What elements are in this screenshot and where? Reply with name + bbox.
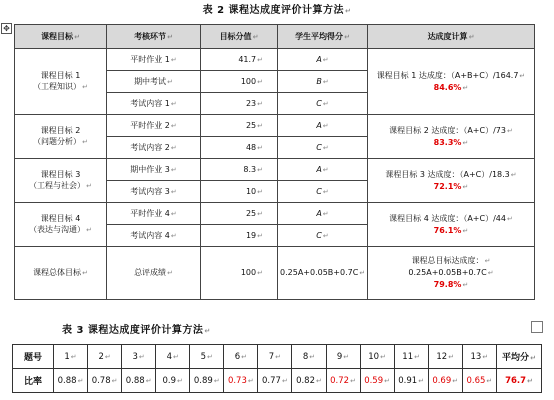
question-number: 8↵ (292, 345, 326, 369)
ratio-value: 0.73↵ (224, 369, 258, 393)
goal-2-item: 考试内容 2↵ (107, 137, 201, 159)
goal-1-formula: 课程目标 1 达成度：（A+B+C）/164.7↵ 84.6%↵ (368, 49, 535, 115)
goal-3-score: 10↵ (201, 181, 278, 203)
goal-3-name: 课程目标 3 （工程与社会）↵ (15, 159, 107, 203)
table-row (15, 115, 535, 137)
header-attainment-calc: 达成度计算↵ (368, 25, 535, 49)
question-number: 12↵ (428, 345, 462, 369)
ratio-value: 0.65↵ (462, 369, 496, 393)
ratio-value: 0.69↵ (428, 369, 462, 393)
question-number: 3↵ (122, 345, 156, 369)
goal-2-name: 课程目标 2 （问题分析）↵ (15, 115, 107, 159)
ratio-value: 0.72↵ (326, 369, 360, 393)
avg-value: 76.7↵ (497, 369, 542, 393)
goal-1-item: 考试内容 1↵ (107, 93, 201, 115)
goal-4-avg: C↵ (278, 225, 368, 247)
ratio-value: 0.78↵ (88, 369, 122, 393)
ratio-value: 0.82↵ (292, 369, 326, 393)
table-row (15, 203, 535, 225)
question-number: 10↵ (360, 345, 394, 369)
goal-2-avg: A↵ (278, 115, 368, 137)
goal-2-item: 平时作业 2↵ (107, 115, 201, 137)
ratio-value: 0.91↵ (394, 369, 428, 393)
goal-4-formula: 课程目标 4 达成度：（A+C）/44↵ 76.1%↵ (368, 203, 535, 247)
table-row-total (15, 247, 535, 300)
row-label-ratio: 比率 (13, 369, 54, 393)
goal-4-name: 课程目标 4 （表达与沟通）↵ (15, 203, 107, 247)
goal-1-avg: B↵ (278, 71, 368, 93)
ratio-value: 0.77↵ (258, 369, 292, 393)
goal-1-name: 课程目标 1 （工程知识）↵ (15, 49, 107, 115)
avg-label: 平均分↵ (497, 345, 542, 369)
question-number: 1↵ (54, 345, 88, 369)
table3 (12, 344, 542, 393)
goal-3-score: 8.3↵ (201, 159, 278, 181)
goal-2-avg: C↵ (278, 137, 368, 159)
question-number: 9↵ (326, 345, 360, 369)
table-row (15, 159, 535, 181)
goal-4-avg: A↵ (278, 203, 368, 225)
goal-1-score: 23↵ (201, 93, 278, 115)
goal-4-item: 平时作业 4↵ (107, 203, 201, 225)
ratio-value: 0.9↵ (156, 369, 190, 393)
table2 (14, 24, 535, 300)
total-avg: 0.25A+0.05B+0.7C↵ (278, 247, 368, 300)
goal-3-avg: C↵ (278, 181, 368, 203)
ratio-value: 0.88↵ (54, 369, 88, 393)
question-number: 11↵ (394, 345, 428, 369)
goal-1-item: 平时作业 1↵ (107, 49, 201, 71)
goal-2-score: 48↵ (201, 137, 278, 159)
goal-3-item: 考试内容 3↵ (107, 181, 201, 203)
question-number: 6↵ (224, 345, 258, 369)
total-score: 100↵ (201, 247, 278, 300)
question-number: 5↵ (190, 345, 224, 369)
goal-2-score: 25↵ (201, 115, 278, 137)
total-goal-name: 课程总体目标↵ (15, 247, 107, 300)
goal-1-item: 期中考试↵ (107, 71, 201, 93)
goal-2-formula: 课程目标 2 达成度：（A+C）/73↵ 83.3%↵ (368, 115, 535, 159)
table3-row-numbers (13, 345, 542, 369)
question-number: 13↵ (462, 345, 496, 369)
table3-row-ratios (13, 369, 542, 393)
goal-4-score: 25↵ (201, 203, 278, 225)
table2-title: 表 2 课程达成度评价计算方法↵ (202, 5, 352, 16)
goal-3-item: 期中作业 3↵ (107, 159, 201, 181)
table2-header-row (15, 25, 535, 49)
goal-1-score: 41.7↵ (201, 49, 278, 71)
total-item: 总评成绩↵ (107, 247, 201, 300)
goal-1-avg: C↵ (278, 93, 368, 115)
goal-4-score: 19↵ (201, 225, 278, 247)
goal-3-avg: A↵ (278, 159, 368, 181)
table-move-handle-icon[interactable]: ✥ (1, 23, 12, 34)
goal-4-item: 考试内容 4↵ (107, 225, 201, 247)
question-number: 7↵ (258, 345, 292, 369)
header-goal: 课程目标↵ (15, 25, 107, 49)
table-row (15, 49, 535, 71)
anchor-box-icon[interactable] (531, 321, 543, 333)
question-number: 2↵ (88, 345, 122, 369)
header-target-score: 目标分值↵ (201, 25, 278, 49)
table3-title: 表 3 课程达成度评价计算方法↵ (62, 325, 211, 336)
ratio-value: 0.89↵ (190, 369, 224, 393)
header-avg-score: 学生平均得分↵ (278, 25, 368, 49)
goal-1-avg: A↵ (278, 49, 368, 71)
row-label-question-no: 题号 (13, 345, 54, 369)
ratio-value: 0.59↵ (360, 369, 394, 393)
ratio-value: 0.88↵ (122, 369, 156, 393)
goal-3-formula: 课程目标 3 达成度：（A+C）/18.3↵ 72.1%↵ (368, 159, 535, 203)
question-number: 4↵ (156, 345, 190, 369)
goal-1-score: 100↵ (201, 71, 278, 93)
total-formula: 课程总目标达成度：↵ 0.25A+0.05B+0.7C↵ 79.8%↵ (368, 247, 535, 300)
header-assessment: 考核环节↵ (107, 25, 201, 49)
